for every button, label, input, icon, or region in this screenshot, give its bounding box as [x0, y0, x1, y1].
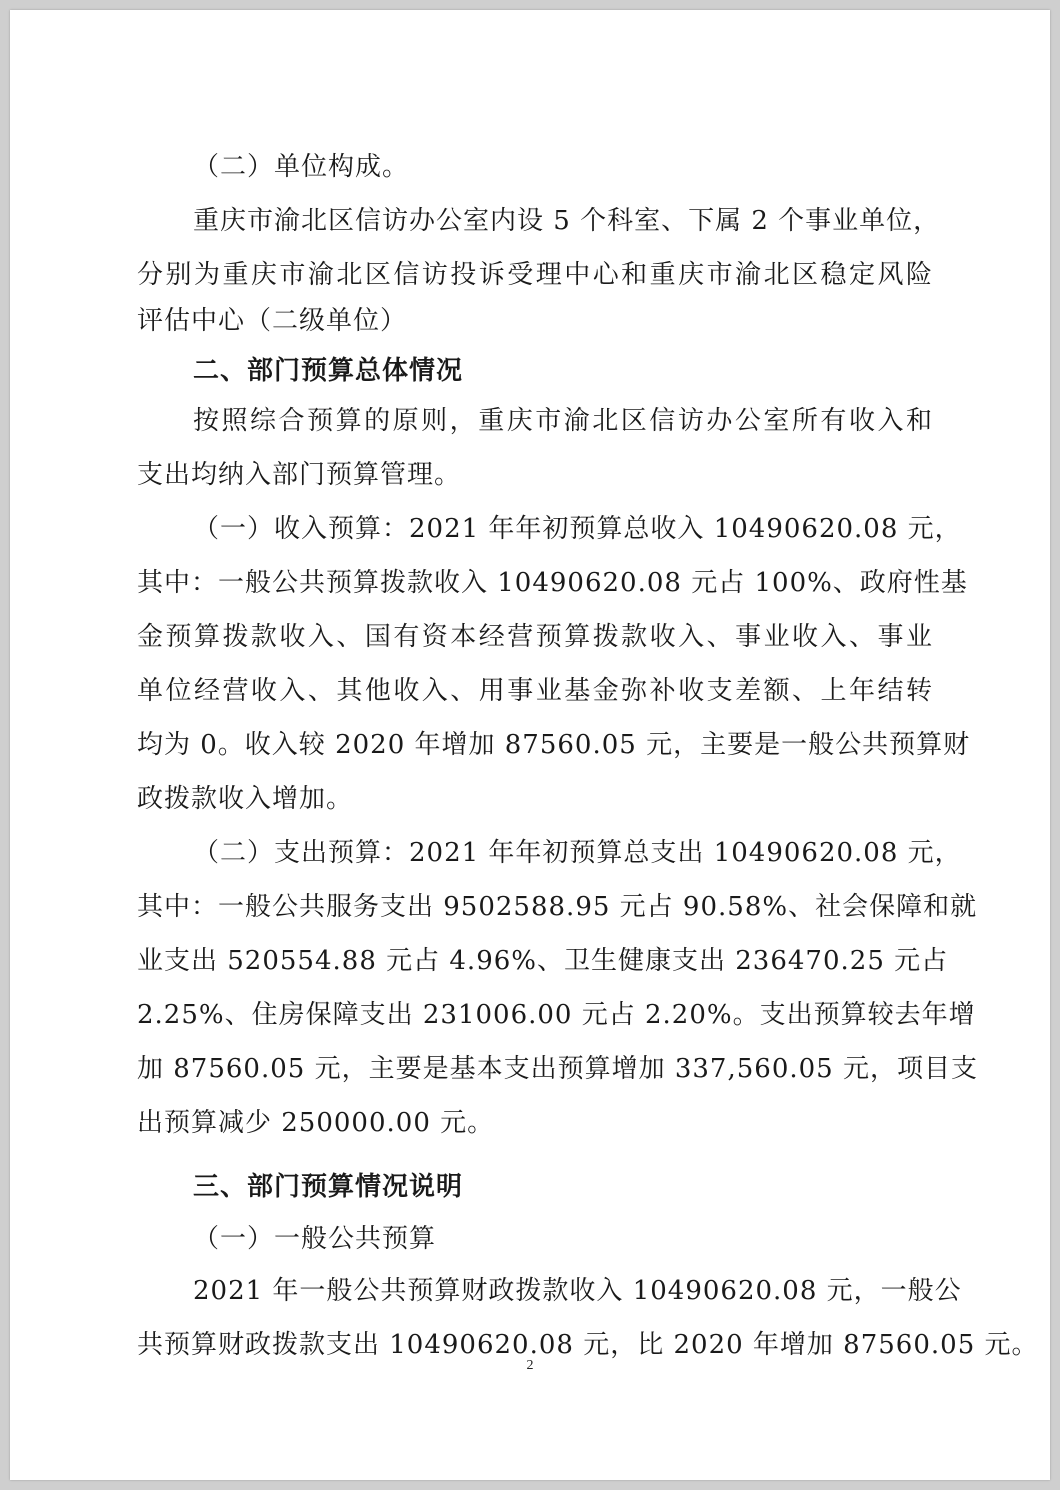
paragraph-line: 其中：一般公共服务支出 9502588.95 元占 90.58%、社会保障和就 — [137, 892, 978, 922]
paragraph-line: 支出均纳入部门预算管理。 — [137, 460, 462, 490]
paragraph-line: 业支出 520554.88 元占 4.96%、卫生健康支出 236470.25 元占 — [137, 946, 949, 976]
paragraph-line: 2.25%、住房保障支出 231006.00 元占 2.20%。支出预算较去年增 — [137, 1000, 976, 1030]
paragraph-line: 2021 年一般公共预算财政拨款收入 10490620.08 元，一般公 — [193, 1276, 962, 1306]
section-heading-budget-details: 三、部门预算情况说明 — [193, 1172, 464, 1202]
paragraph-line: （一）收入预算：2021 年年初预算总收入 10490620.08 元， — [193, 514, 962, 544]
paragraph-line: 重庆市渝北区信访办公室内设 5 个科室、下属 2 个事业单位， — [193, 206, 941, 236]
subheading-general-public-budget: （一）一般公共预算 — [193, 1224, 437, 1254]
paragraph-line: 共预算财政拨款支出 10490620.08 元，比 2020 年增加 87560.05 元。 — [137, 1330, 1039, 1360]
section-heading-budget-overview: 二、部门预算总体情况 — [193, 356, 464, 386]
paragraph-line: 按照综合预算的原则，重庆市渝北区信访办公室所有收入和 — [193, 406, 933, 436]
paragraph-line: 评估中心（二级单位） — [137, 306, 408, 336]
paragraph-line: 其中：一般公共预算拨款收入 10490620.08 元占 100%、政府性基 — [137, 568, 968, 598]
paragraph-line: 出预算减少 250000.00 元。 — [137, 1108, 495, 1138]
subheading-unit-composition: （二）单位构成。 — [193, 152, 410, 182]
paragraph-line: 政拨款收入增加。 — [137, 784, 354, 814]
paragraph-line: 金预算拨款收入、国有资本经营预算拨款收入、事业收入、事业 — [137, 622, 933, 652]
paragraph-line: 单位经营收入、其他收入、用事业基金弥补收支差额、上年结转 — [137, 676, 933, 706]
paragraph-line: 均为 0。收入较 2020 年增加 87560.05 元，主要是一般公共预算财 — [137, 730, 971, 760]
document-page — [10, 10, 1050, 1480]
page-number: 2 — [526, 1358, 534, 1373]
paragraph-line: （二）支出预算：2021 年年初预算总支出 10490620.08 元， — [193, 838, 962, 868]
paragraph-line: 加 87560.05 元，主要是基本支出预算增加 337,560.05 元，项目支 — [137, 1054, 978, 1084]
paragraph-line: 分别为重庆市渝北区信访投诉受理中心和重庆市渝北区稳定风险 — [137, 260, 933, 290]
